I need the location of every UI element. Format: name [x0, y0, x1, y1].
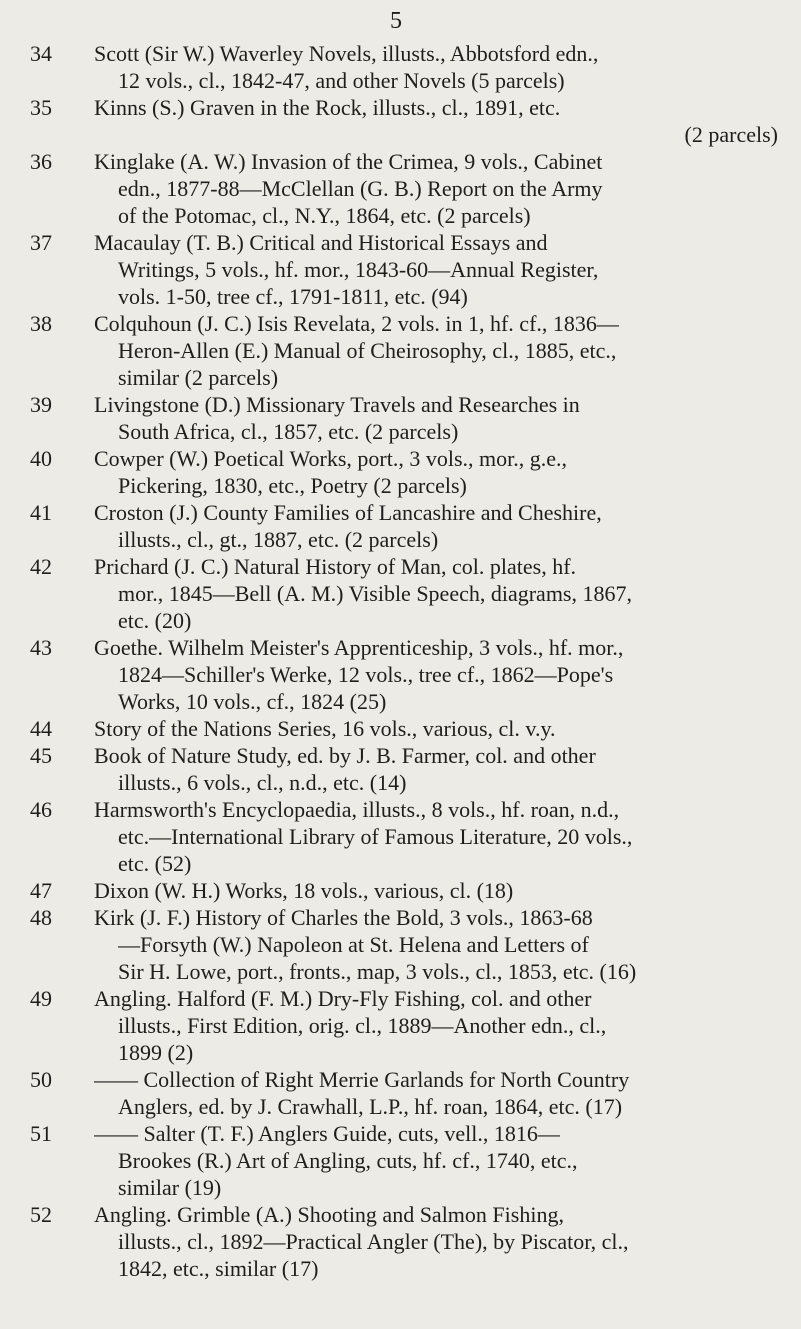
lot-line: Pickering, 1830, etc., Poetry (2 parcels): [118, 473, 467, 498]
lot-line: mor., 1845—Bell (A. M.) Visible Speech, diagrams, 1867,: [118, 581, 632, 606]
lot-line: Croston (J.) County Families of Lancashire and Cheshire,: [94, 500, 602, 525]
lot-line: Writings, 5 vols., hf. mor., 1843-60—Annual Register,: [118, 257, 599, 282]
lot-44: [30, 715, 778, 742]
lot-number: 52: [30, 1202, 52, 1227]
lot-line: illusts., First Edition, orig. cl., 1889—Another edn., cl.,: [118, 1013, 607, 1038]
lot-35: [30, 94, 778, 148]
lot-line: illusts., 6 vols., cl., n.d., etc. (14): [118, 770, 407, 795]
lot-line: Colquhoun (J. C.) Isis Revelata, 2 vols. in 1, hf. cf., 1836—: [94, 311, 619, 336]
lot-40: [30, 445, 778, 499]
lot-line: Brookes (R.) Art of Angling, cuts, hf. cf., 1740, etc.,: [118, 1148, 578, 1173]
lot-number: 45: [30, 743, 52, 768]
lot-line: similar (19): [118, 1175, 222, 1200]
lot-line: Dixon (W. H.) Works, 18 vols., various, cl. (18): [94, 878, 514, 903]
lot-49: [30, 985, 778, 1066]
lot-line: —— Collection of Right Merrie Garlands for North Country: [94, 1067, 630, 1092]
lot-line: Macaulay (T. B.) Critical and Historical Essays and: [94, 230, 548, 255]
lot-number: 43: [30, 635, 52, 660]
lot-line: Kinns (S.) Graven in the Rock, illusts., cl., 1891, etc.: [94, 95, 561, 120]
lot-number: 49: [30, 986, 52, 1011]
lot-number: 42: [30, 554, 52, 579]
lot-number: 34: [30, 41, 52, 66]
lot-line: South Africa, cl., 1857, etc. (2 parcels): [118, 419, 459, 444]
lot-38: [30, 310, 778, 391]
lot-46: [30, 796, 778, 877]
page-number: 5: [390, 8, 402, 34]
lot-line: Anglers, ed. by J. Crawhall, L.P., hf. roan, 1864, etc. (17): [118, 1094, 623, 1119]
lot-36: [30, 148, 778, 229]
lot-number: 41: [30, 500, 52, 525]
lot-line: —Forsyth (W.) Napoleon at St. Helena and Letters of: [118, 932, 589, 957]
lot-number: 46: [30, 797, 52, 822]
lot-number: 35: [30, 95, 52, 120]
lot-line: Kirk (J. F.) History of Charles the Bold, 3 vols., 1863-68: [94, 905, 593, 930]
lot-line: etc. (52): [118, 851, 192, 876]
lot-number: 38: [30, 311, 52, 336]
lot-line: Angling. Grimble (A.) Shooting and Salmon Fishing,: [94, 1202, 564, 1227]
lot-number: 50: [30, 1067, 52, 1092]
lot-number: 40: [30, 446, 52, 471]
lot-48: [30, 904, 778, 985]
lot-number: 51: [30, 1121, 52, 1146]
lot-line: illusts., cl., 1892—Practical Angler (The), by Piscator, cl.,: [118, 1229, 629, 1254]
lot-50: [30, 1066, 778, 1120]
lot-line: 1842, etc., similar (17): [118, 1256, 319, 1281]
lot-line: Angling. Halford (F. M.) Dry-Fly Fishing, col. and other: [94, 986, 592, 1011]
lot-line: Prichard (J. C.) Natural History of Man, col. plates, hf.: [94, 554, 577, 579]
lot-number: 47: [30, 878, 52, 903]
lot-line: of the Potomac, cl., N.Y., 1864, etc. (2 parcels): [118, 203, 531, 228]
lot-number: 48: [30, 905, 52, 930]
lot-line: —— Salter (T. F.) Anglers Guide, cuts, vell., 1816—: [94, 1121, 560, 1146]
lot-line: Cowper (W.) Poetical Works, port., 3 vols., mor., g.e.,: [94, 446, 568, 471]
lot-43: [30, 634, 778, 715]
lot-line: vols. 1-50, tree cf., 1791-1811, etc. (94): [118, 284, 468, 309]
lot-line: Goethe. Wilhelm Meister's Apprenticeship, 3 vols., hf. mor.,: [94, 635, 624, 660]
lot-line: Sir H. Lowe, port., fronts., map, 3 vols., cl., 1853, etc. (16): [118, 959, 637, 984]
lot-42: [30, 553, 778, 634]
lot-line: illusts., cl., gt., 1887, etc. (2 parcels): [118, 527, 439, 552]
lot-41: [30, 499, 778, 553]
lot-34: [30, 40, 778, 94]
lot-number: 36: [30, 149, 52, 174]
lot-number: 39: [30, 392, 52, 417]
lot-line: Scott (Sir W.) Waverley Novels, illusts., Abbotsford edn.,: [94, 41, 599, 66]
lot-line: 1824—Schiller's Werke, 12 vols., tree cf., 1862—Pope's: [118, 662, 614, 687]
lot-line: edn., 1877-88—McClellan (G. B.) Report on the Army: [118, 176, 603, 201]
lot-number: 44: [30, 716, 52, 741]
lot-line: Heron-Allen (E.) Manual of Cheirosophy, cl., 1885, etc.,: [118, 338, 617, 363]
lot-line: Works, 10 vols., cf., 1824 (25): [118, 689, 387, 714]
lot-45: [30, 742, 778, 796]
lot-line: Story of the Nations Series, 16 vols., various, cl. v.y.: [94, 716, 556, 741]
lot-line: Harmsworth's Encyclopaedia, illusts., 8 vols., hf. roan, n.d.,: [94, 797, 620, 822]
lot-line: similar (2 parcels): [118, 365, 279, 390]
lot-47: [30, 877, 778, 904]
lot-line: Livingstone (D.) Missionary Travels and Researches in: [94, 392, 580, 417]
lot-line: etc. (20): [118, 608, 192, 633]
lot-line: (2 parcels): [684, 122, 778, 147]
lot-line: 1899 (2): [118, 1040, 194, 1065]
lot-line: 12 vols., cl., 1842-47, and other Novels (5 parcels): [118, 68, 565, 93]
lot-39: [30, 391, 778, 445]
lot-37: [30, 229, 778, 310]
lot-52: [30, 1201, 778, 1282]
lot-line: Book of Nature Study, ed. by J. B. Farmer, col. and other: [94, 743, 596, 768]
lot-51: [30, 1120, 778, 1201]
lot-number: 37: [30, 230, 52, 255]
lot-line: Kinglake (A. W.) Invasion of the Crimea, 9 vols., Cabinet: [94, 149, 603, 174]
lot-line: etc.—International Library of Famous Literature, 20 vols.,: [118, 824, 633, 849]
